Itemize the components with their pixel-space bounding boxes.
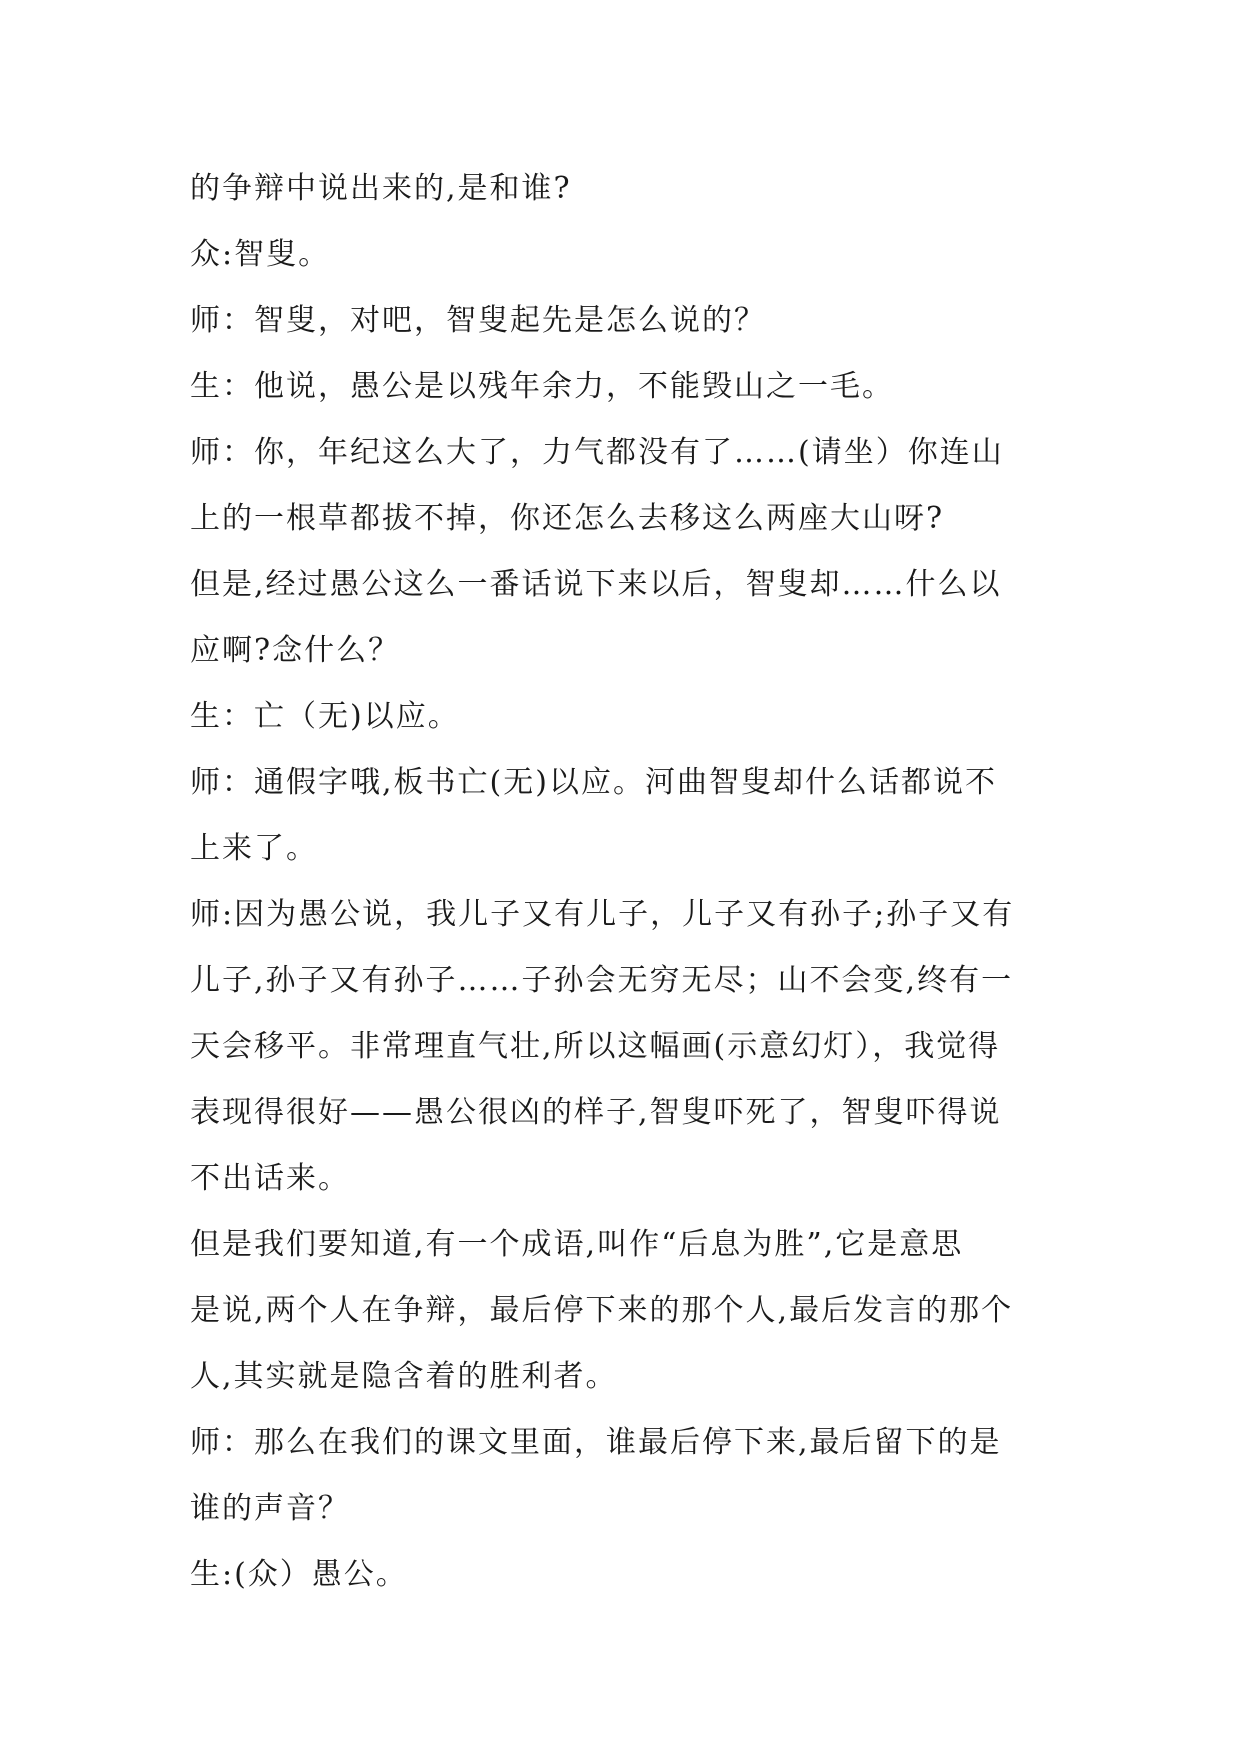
text-line: 师：你，年纪这么大了，力气都没有了……(请坐）你连山 [190,435,1004,470]
text-line: 师：智叟，对吧，智叟起先是怎么说的？ [190,303,766,338]
text-line: 上来了。 [190,831,318,866]
text-line: 应啊?念什么？ [190,633,401,668]
document-body [190,156,1056,1608]
text-line: 生:(众）愚公。 [190,1557,408,1592]
text-line: 是说,两个人在争辩，最后停下来的那个人,最后发言的那个 [190,1293,1014,1328]
text-line: 众:智叟。 [190,237,331,272]
text-line: 谁的声音？ [190,1491,350,1526]
text-line: 师:因为愚公说，我儿子又有儿子，儿子又有孙子;孙子又有 [190,897,1015,932]
text-line: 师：那么在我们的课文里面，谁最后停下来,最后留下的是 [190,1425,1002,1460]
text-line: 人,其实就是隐含着的胜利者。 [190,1359,618,1394]
text-line: 儿子,孙子又有孙子……子孙会无穷无尽；山不会变,终有一 [190,963,1014,998]
text-line: 但是我们要知道,有一个成语,叫作“后息为胜”,它是意思 [190,1227,964,1262]
text-line: 上的一根草都拔不掉，你还怎么去移这么两座大山呀? [190,501,945,536]
text-line: 师：通假字哦,板书亡(无)以应。河曲智叟却什么话都说不 [190,765,997,800]
text-line: 生：他说，愚公是以残年余力，不能毁山之一毛。 [190,369,894,404]
text-line: 生：亡（无)以应。 [190,699,460,734]
text-line: 不出话来。 [190,1161,350,1196]
text-line: 的争辩中说出来的,是和谁? [190,171,572,206]
text-line: 但是,经过愚公这么一番话说下来以后，智叟却……什么以 [190,567,1002,602]
text-line: 天会移平。非常理直气壮,所以这幅画(示意幻灯），我觉得 [190,1029,1001,1064]
text-line: 表现得很好——愚公很凶的样子,智叟吓死了，智叟吓得说 [190,1095,1002,1130]
